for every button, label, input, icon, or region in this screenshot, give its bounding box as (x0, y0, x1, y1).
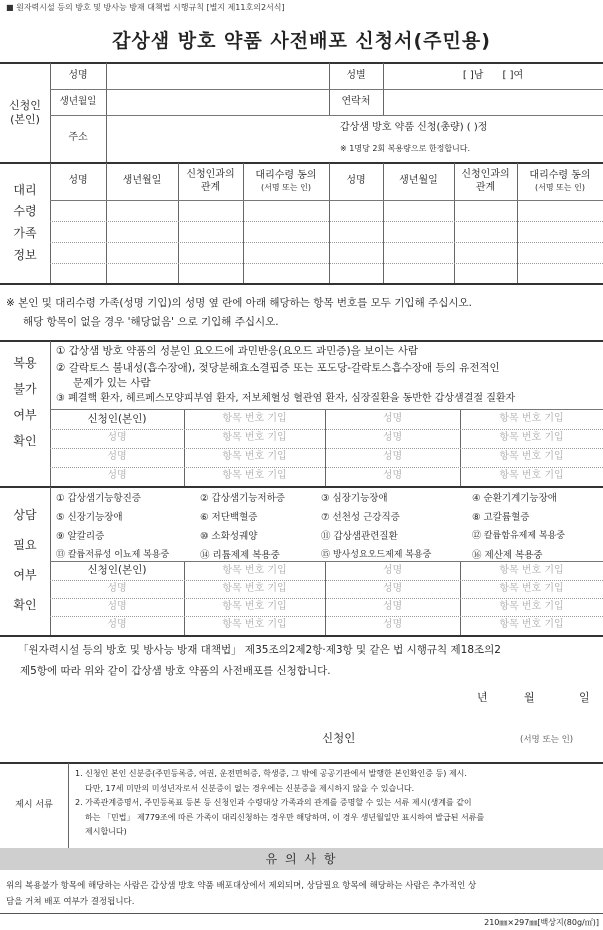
item-number-input[interactable]: 항목 번호 기입 (499, 619, 564, 631)
ineligible-criterion-2-cont: 문제가 있는 사람 (73, 377, 151, 389)
item-number-input[interactable]: 항목 번호 기입 (499, 470, 564, 482)
name-input[interactable]: 성명 (107, 470, 127, 482)
name-input[interactable]: 성명 (107, 619, 127, 631)
counsel-condition: ⑪ 갑상샘관련질환 (321, 531, 398, 542)
quantity-note: ※ 1명당 2회 복용량으로 한정합니다. (340, 144, 471, 153)
counsel-condition: ⑬ 칼륨저류성 이뇨제 복용중 (56, 550, 170, 560)
document-item: 하는 「민법」 제779조에 따른 가족이 대리신청하는 경우만 해당하며, 이 경우 생년월일만 표시하여 발급된 서류를 (85, 812, 485, 822)
counsel-condition: ⑭ 리튬제제 복용중 (200, 550, 280, 561)
signature-field[interactable]: (서명 또는 인) (520, 735, 574, 745)
proxy-consent-header-2 (517, 163, 603, 200)
counsel-condition: ⑮ 방사성요오드제제 복용중 (321, 550, 432, 560)
counsel-condition: ⑫ 칼륨함유제제 복용중 (472, 531, 565, 541)
ineligible-criterion-2: ② 갈락토스 불내성(흡수장애), 젖당분해효소결핍증 또는 포도당-갈락토스흡수장애 등의 유전적인 (56, 362, 500, 374)
consent-label: 대리수령 동의 (255, 170, 317, 182)
birth-label: 생년월일 (59, 96, 97, 108)
item-number-input[interactable]: 항목 번호 기입 (499, 451, 564, 463)
item-number-input[interactable]: 항목 번호 기입 (499, 564, 564, 576)
item-number-input[interactable]: 항목 번호 기입 (222, 470, 287, 482)
document-item: 제시합니다) (85, 827, 127, 836)
proxy-consent-header (243, 163, 329, 200)
ineligible-criterion-1: ① 갑상샘 방호 약품의 성분인 요오드에 과민반응(요오드 과민증)을 보이는 사람 (56, 345, 419, 357)
item-number-input[interactable]: 항목 번호 기입 (222, 619, 287, 631)
document-item: 1. 신청인 본인 신분증(주민등록증, 여권, 운전면허증, 학생증, 그 밖에 공공기관에서 발행한 본인확인증 등) 제시. (75, 769, 467, 778)
proxy-relation-header-2: 신청인과의 관계 (461, 169, 510, 193)
paper-spec: 210㎜×297㎜[백상지(80g/㎡)] (484, 918, 599, 927)
name-input[interactable]: 성명 (382, 451, 403, 463)
form-title: 갑상샘 방호 약품 사전배포 신청서(주민용) (112, 30, 491, 52)
item-number-input[interactable]: 항목 번호 기입 (499, 582, 564, 594)
declaration-line: 제5항에 따라 위와 같이 갑상샘 방호 약품의 사전배포를 신청합니다. (20, 665, 331, 677)
ineligible-section-label: 복용 불가 여부 확인 (13, 356, 37, 448)
contact-label: 연락처 (341, 95, 371, 107)
name-input[interactable]: 성명 (107, 600, 127, 612)
name-input[interactable]: 성명 (382, 619, 403, 631)
proxy-relation-header: 신청인과의 관계 (186, 169, 235, 193)
notice-text (6, 878, 601, 910)
counsel-condition: ⑧ 고칼륨혈증 (472, 512, 530, 523)
name-label: 성명 (68, 69, 88, 81)
item-number-input[interactable]: 항목 번호 기입 (222, 582, 287, 594)
item-number-input[interactable]: 항목 번호 기입 (222, 432, 287, 444)
declaration-line: 「원자력시설 등의 방호 및 방사능 방재 대책법」 제35조의2제2항·제3항 및 같은 법 시행규칙 제18조의2 (18, 644, 501, 656)
documents-label: 제시 서류 (15, 799, 53, 810)
item-number-input[interactable]: 항목 번호 기입 (499, 600, 564, 612)
proxy-section-label: 대리 수령 가족 정보 (13, 182, 37, 262)
document-item: 다만, 17세 미만의 미성년자로서 신분증이 없는 경우에는 신분증을 제시하지 않을 수 있습니다. (85, 783, 415, 793)
counsel-condition: ③ 심장기능장애 (321, 493, 388, 504)
date-month[interactable]: 월 (524, 691, 535, 704)
form-reference-note: ■ 원자력시설 등의 방호 및 방사능 방재 대책법 시행규칙 [별지 제11호의2서식] (6, 3, 285, 12)
documents-list (75, 767, 599, 840)
grid-self-label: 신청인(본인) (87, 412, 147, 425)
quantity-request[interactable]: 갑상샘 방호 약품 신청(총량) ( )정 (340, 121, 488, 133)
counsel-condition: ⑯ 제산제 복용중 (472, 550, 543, 561)
item-number-input[interactable]: 항목 번호 기입 (499, 413, 564, 425)
date-day[interactable]: 일 (579, 691, 590, 704)
notice-title: 유 의 사 항 (0, 848, 603, 870)
name-input[interactable]: 성명 (382, 600, 403, 612)
instruction-line: 해당 항목이 없을 경우 '해당없음' 으로 기입해 주십시오. (23, 316, 279, 328)
consent-sign-hint: (서명 또는 인) (261, 182, 311, 192)
address-label: 주소 (68, 132, 88, 144)
counsel-condition: ⑨ 알칼리증 (56, 531, 105, 542)
notice-line: 위의 복용불가 항목에 해당하는 사람은 갑상샘 방호 약품 배포대상에서 제외되며, 상담필요 항목에 해당하는 사람은 추가적인 상 (6, 881, 477, 891)
counsel-condition: ⑤ 신장기능장애 (56, 512, 123, 523)
name-input[interactable]: 성명 (107, 432, 127, 444)
item-number-input[interactable]: 항목 번호 기입 (222, 413, 287, 425)
gender-label: 성별 (346, 69, 366, 81)
grid-self-label: 신청인(본인) (87, 564, 147, 577)
ineligible-criterion-3: ③ 폐결핵 환자, 헤르페스모양피부염 환자, 저보체혈성 혈관염 환자, 심장질환을 동반한 갑상샘결절 질환자 (56, 393, 516, 404)
name-input[interactable]: 성명 (382, 413, 403, 425)
signature-label: 신청인 (322, 731, 356, 745)
date-year[interactable]: 년 (477, 691, 488, 704)
name-input[interactable]: 성명 (107, 451, 127, 463)
name-input[interactable]: 성명 (382, 582, 403, 594)
item-number-input[interactable]: 항목 번호 기입 (222, 564, 287, 576)
counsel-condition: ⑥ 저단백혈증 (200, 512, 258, 523)
notice-line: 담을 거쳐 배포 여부가 결정됩니다. (6, 897, 135, 907)
contact-field[interactable] (383, 89, 603, 115)
counsel-condition: ① 갑상샘기능항진증 (56, 493, 141, 504)
item-number-input[interactable]: 항목 번호 기입 (222, 600, 287, 612)
proxy-birth-header: 생년월일 (122, 175, 162, 187)
name-input[interactable]: 성명 (382, 470, 403, 482)
counsel-condition: ④ 순환기계기능장애 (472, 493, 557, 504)
address-field[interactable] (106, 115, 329, 162)
name-input[interactable]: 성명 (382, 432, 403, 444)
counsel-condition: ⑩ 소화성궤양 (200, 531, 258, 542)
consent-label: 대리수령 동의 (529, 170, 591, 182)
gender-checkboxes[interactable]: [ ]남 [ ]여 (462, 69, 524, 81)
instruction (6, 294, 603, 332)
declaration (18, 640, 603, 682)
consent-sign-hint: (서명 또는 인) (535, 182, 585, 192)
item-number-input[interactable]: 항목 번호 기입 (222, 451, 287, 463)
document-item: 2. 가족관계증명서, 주민등록표 등본 등 신청인과 수령대상 가족과의 관계를 증명할 수 있는 서류 제시(생계를 같이 (75, 798, 472, 807)
counsel-section-label: 상담 필요 여부 확인 (13, 508, 37, 612)
birth-field[interactable] (106, 89, 329, 115)
counsel-condition: ② 갑상샘기능저하증 (200, 493, 285, 504)
applicant-name-field[interactable] (106, 63, 329, 89)
instruction-line: ※ 본인 및 대리수령 가족(성명 기입)의 성명 옆 란에 아래 해당하는 항목 번호를 모두 기입해 주십시오. (6, 297, 472, 309)
name-input[interactable]: 성명 (107, 582, 127, 594)
proxy-birth-header-2: 생년월일 (399, 175, 438, 187)
proxy-name-header: 성명 (68, 175, 88, 187)
name-input[interactable]: 성명 (382, 564, 403, 576)
proxy-name-header-2: 성명 (346, 175, 366, 187)
item-number-input[interactable]: 항목 번호 기입 (499, 432, 564, 444)
applicant-section-label: 신청인 (본인) (9, 98, 41, 126)
counsel-condition: ⑦ 선천성 근강직증 (321, 512, 400, 523)
